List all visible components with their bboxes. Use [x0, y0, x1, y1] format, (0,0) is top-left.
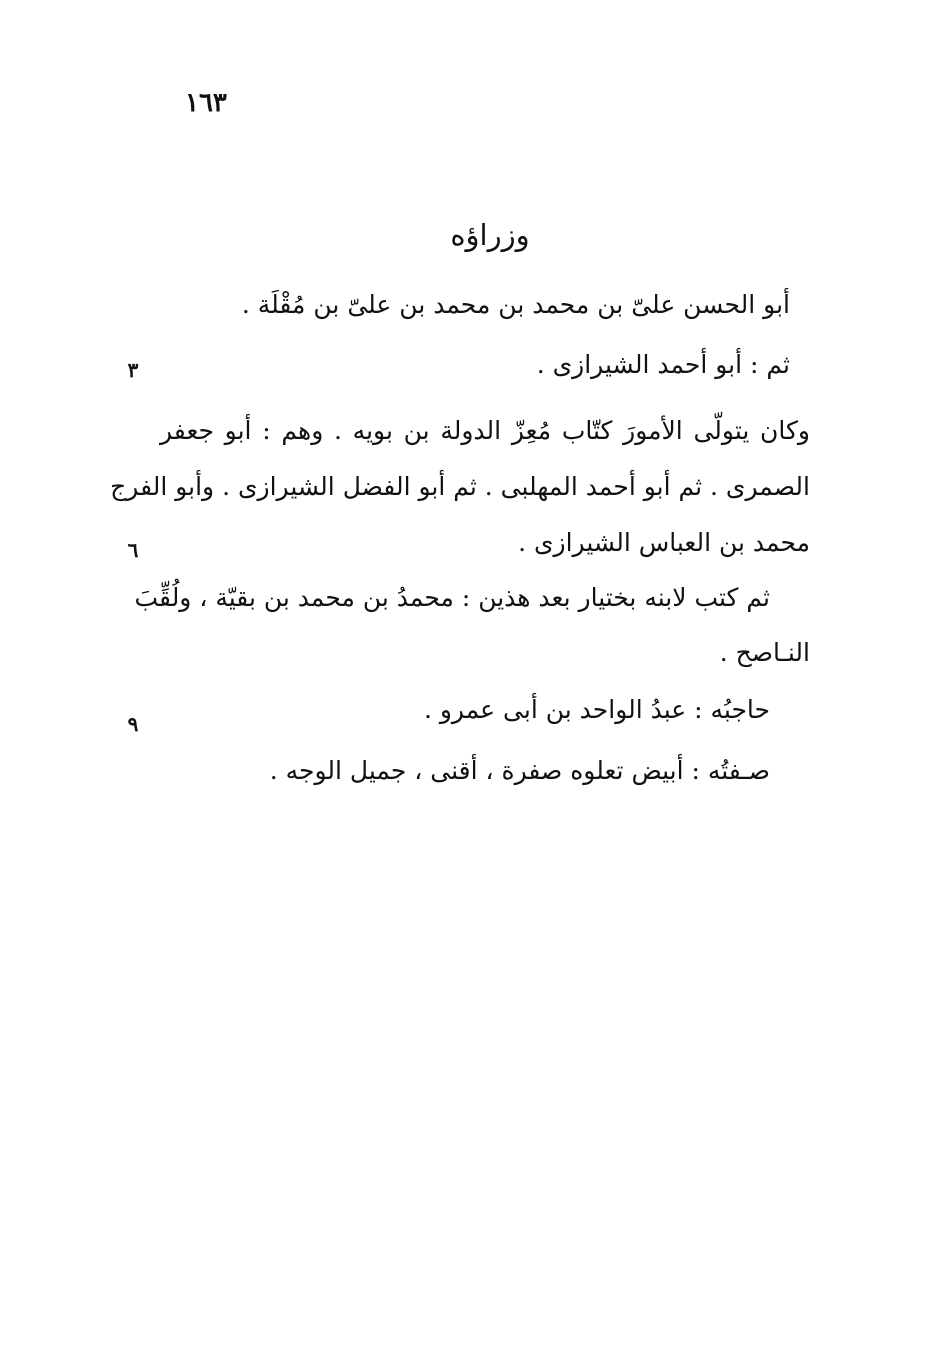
- text-line-8: حاجبُه : عبدُ الواحد بن أبى عمرو .: [423, 695, 770, 724]
- text-line-4: الصمرى . ثم أبو أحمد المهلبى . ثم أبو الفضل الشيرازى . وأبو الفرج: [110, 472, 810, 501]
- page-number: ١٦٣: [185, 88, 227, 118]
- text-line-5: محمد بن العباس الشيرازى .: [518, 528, 810, 557]
- text-line-7: النـاصح .: [719, 638, 810, 667]
- text-line-1: أبو الحسن علىّ بن محمد بن محمد بن علىّ بن مُقْلَة .: [241, 290, 790, 319]
- margin-line-number: ٣: [127, 358, 139, 382]
- margin-line-number: ٦: [127, 538, 139, 562]
- text-line-6: ثم كتب لابنه بختيار بعد هذين : محمدُ بن محمد بن بقيّة ، ولُقِّبَ: [134, 583, 770, 612]
- section-heading: وزراؤه: [450, 218, 530, 252]
- text-line-9: صـفتُه : أبيض تعلوه صفرة ، أقنى ، جميل الوجه .: [269, 756, 770, 785]
- text-line-3: وكان يتولّى الأمورَ كتّاب مُعِزّ الدولة بن بويه . وهم : أبو جعفر: [160, 416, 810, 445]
- margin-line-number: ٩: [127, 712, 139, 736]
- text-line-2: ثم : أبو أحمد الشيرازى .: [536, 350, 790, 379]
